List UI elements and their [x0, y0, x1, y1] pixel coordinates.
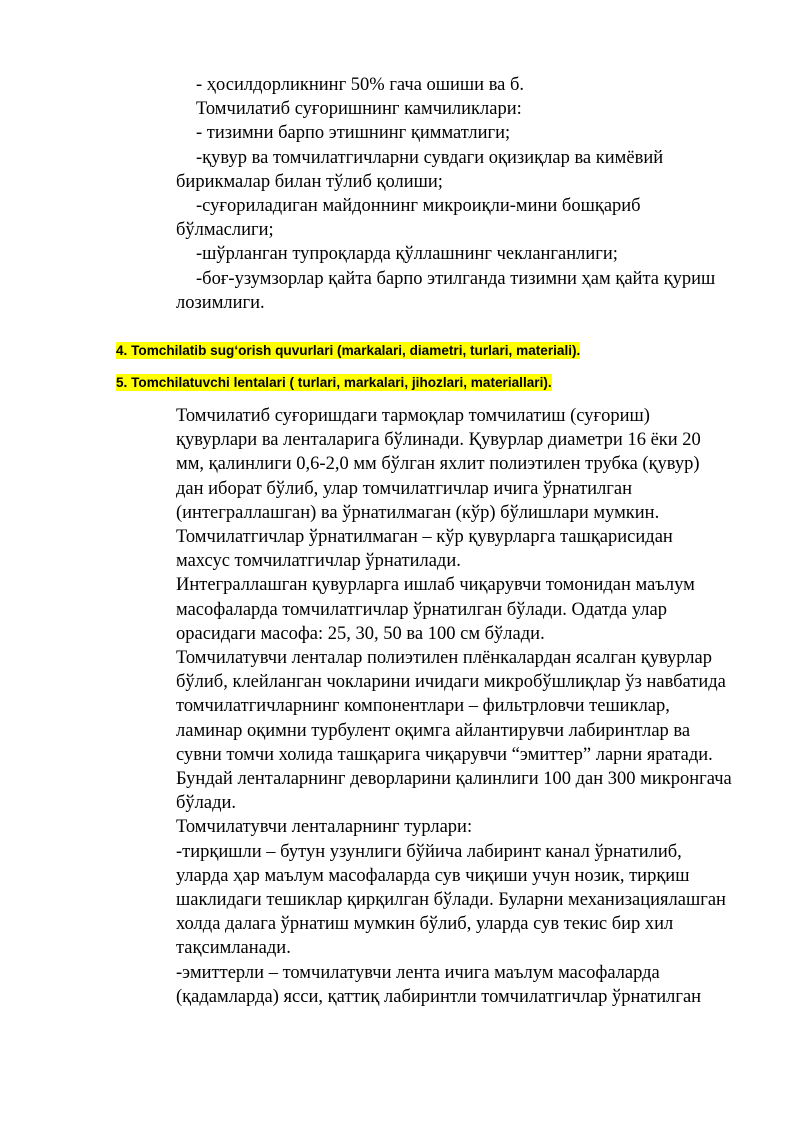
text-line: орасидаги масофа: 25, 30, 50 ва 100 см бўлади.	[176, 623, 545, 644]
text-line: мм, қалинлиги 0,6-2,0 мм бўлган яхлит полиэтилен трубка (қувур)	[176, 454, 700, 475]
text-line: Интеграллашган қувурларга ишлаб чиқарувчи томонидан маълум	[176, 575, 695, 596]
text-line: Томчилатувчи ленталар полиэтилен плёнкалардан ясалган қувурлар	[176, 648, 713, 669]
text-line: Томчилатиб суғоришнинг камчиликлари:	[196, 99, 522, 120]
text-line: бўлиб, клейланган чокларини ичидаги микробўшлиқлар ўз навбатида	[176, 672, 726, 693]
text-line: -суғориладиган майдоннинг микроиқли-мини бошқариб	[196, 196, 641, 217]
text-line: Томчилатиб суғоришдаги тармоқлар томчилатиш (суғориш)	[176, 406, 650, 426]
text-line: -боғ-узумзорлар қайта барпо этилганда тизимни ҳам қайта қуриш	[196, 268, 716, 289]
text-line: дан иборат бўлиб, улар томчилатгичлар ичига ўрнатилган	[176, 478, 633, 499]
text-block-drip-drawbacks	[176, 73, 746, 315]
text-line: -эмиттерли – томчилатувчи лента ичига маълум масофаларда	[176, 962, 660, 983]
text-line: Бундай ленталарнинг деворларини қалинлиги 100 дан 300 микронгача	[176, 769, 732, 790]
text-line: холда далага ўрнатиш мумкин бўлиб, уларда сув текис бир хил	[176, 914, 674, 935]
text-line: Томчилатувчи ленталарнинг турлари:	[176, 817, 473, 838]
text-line: бўлади.	[176, 793, 237, 814]
heading-5-text: 5. Tomchilatuvchi lentalari ( turlari, markalari, jihozlari, materiallari).	[116, 375, 552, 390]
text-line: сувни томчи холида ташқарига чиқарувчи “эмиттер” ларни яратади.	[176, 744, 713, 765]
text-line: ламинар оқимни турбулент оқимга айлантирувчи лабиринтлар ва	[176, 720, 691, 741]
text-line: -шўрланган тупроқларда қўллашнинг чекланганлиги;	[196, 244, 618, 265]
text-line: шаклидаги тешиклар қирқилган бўлади. Буларни механизациялашган	[176, 890, 726, 911]
text-line: - тизимни барпо этишнинг қимматлиги;	[196, 123, 511, 144]
text-line: - ҳосилдорликнинг 50% гача ошиши ва б.	[196, 75, 525, 95]
text-line: -қувур ва томчилатгичларни сувдаги оқизиқлар ва кимёвий	[196, 147, 664, 168]
text-line: масофаларда томчилатгичлар ўрнатилган бўлади. Одатда улар	[176, 599, 667, 620]
text-line: (интеграллашган) ва ўрнатилмаган (кўр) бўлишлари мумкин.	[176, 502, 660, 523]
text-line: бўлмаслиги;	[176, 220, 274, 241]
text-line: (қадамларда) ясси, қаттиқ лабиринтли томчилатгичлар ўрнатилган	[176, 986, 702, 1007]
text-line: махсус томчилатгичлар ўрнатилади.	[176, 551, 461, 572]
text-line: бирикмалар билан тўлиб қолиши;	[176, 171, 443, 192]
text-line: тақсимланади.	[176, 938, 291, 959]
text-line: уларда ҳар маълум масофаларда сув чиқиши учун нозик, тирқиш	[176, 865, 690, 886]
section-heading-5	[116, 374, 552, 392]
text-line: -тирқишли – бутун узунлиги бўйича лабиринт канал ўрнатилиб,	[176, 841, 682, 862]
section-heading-4	[116, 342, 580, 360]
text-line: лозимлиги.	[176, 292, 265, 313]
text-block-drip-pipes-and-tapes	[176, 404, 756, 1009]
text-line: қувурлари ва ленталарига бўлинади. Қувурлар диаметри 16 ёки 20	[176, 430, 701, 451]
heading-4-text: 4. Tomchilatib sug‘orish quvurlari (markalari, diametri, turlari, materiali).	[116, 343, 581, 358]
text-line: Томчилатгичлар ўрнатилмаган – кўр қувурларга ташқарисидан	[176, 527, 673, 548]
text-line: томчилатгичларнинг компонентлари – фильтрловчи тешиклар,	[176, 696, 670, 717]
